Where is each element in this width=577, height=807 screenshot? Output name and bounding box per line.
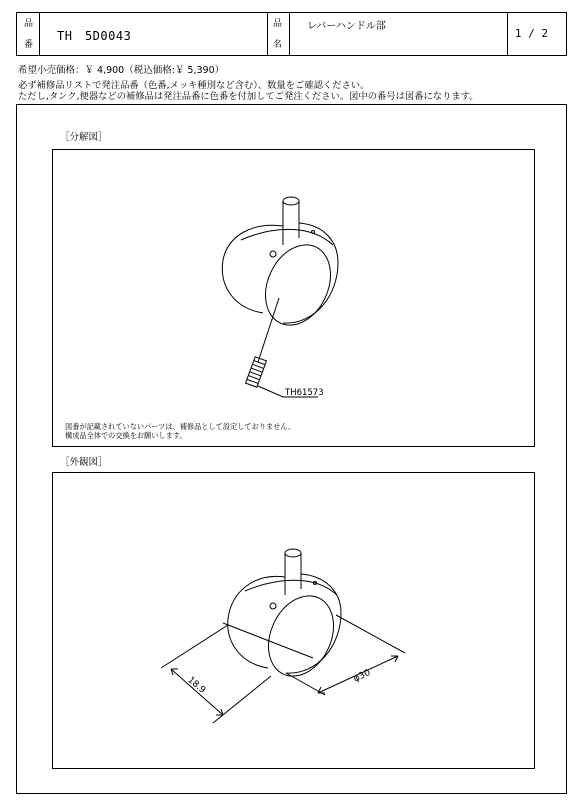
header-divider: [267, 13, 268, 55]
part-number-label: 品: [24, 19, 34, 29]
exterior-view-title: ［外観図］: [60, 457, 108, 468]
price-line: 希望小売価格：￥ 4,900（税込価格:￥ 5,390）: [18, 65, 225, 76]
exploded-note: 図番が記載されていないパーツは、補修品として設定しておりません。: [65, 422, 296, 431]
part-name: レバーハンドル部: [307, 21, 386, 32]
header-divider: [289, 13, 290, 55]
page-number: 1 / 2: [514, 27, 548, 40]
exterior-view-panel: [52, 472, 535, 769]
header-divider: [507, 13, 508, 55]
exploded-drawing: [53, 150, 534, 446]
header-divider: [39, 13, 40, 55]
instruction-line: 必ず補修品リストで発注品番（色番,メッキ種別など含む）、数量をご確認ください。: [18, 80, 370, 91]
instruction-line: ただし,タンク,便器などの補修品は発注品番に色番を付加してご発注ください。図中の番号は図番になります。: [18, 91, 479, 102]
exploded-view-title: ［分解図］: [60, 132, 108, 143]
part-name-label: 名: [273, 40, 283, 50]
part-name-label: 品: [273, 19, 283, 29]
diameter-dimension: φ30: [352, 668, 373, 685]
exploded-note: 構成品全体での交換をお願いします。: [65, 431, 187, 440]
part-number: TH 5D0043: [57, 29, 132, 43]
width-dimension: 18.9: [185, 675, 208, 696]
part-number-callout: TH61573: [285, 388, 324, 398]
part-number-label: 番: [24, 40, 34, 50]
exterior-drawing: [53, 473, 534, 768]
exploded-view-panel: [52, 149, 535, 447]
header-table: [16, 12, 567, 56]
